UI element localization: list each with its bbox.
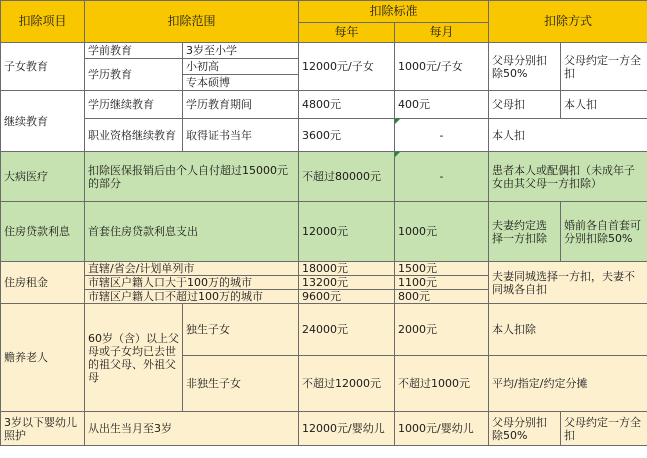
infant-method-a: 父母分别扣除50% [489,412,561,446]
infant-scope: 从出生当月至3岁 [85,412,299,446]
medical-month: - [395,152,489,202]
rent-r2-scope: 市辖区户籍人口大于100万的城市 [85,276,299,290]
rent-r3-scope: 市辖区户籍人口不超过100万的城市 [85,290,299,304]
infant-name: 3岁以下婴幼儿照护 [1,412,85,446]
header-per-month: 每月 [395,23,489,43]
mortgage-year: 12000元 [299,202,395,262]
mortgage-name: 住房贷款利息 [1,202,85,262]
header-item: 扣除项目 [1,1,85,43]
rent-r2-year: 13200元 [299,276,395,290]
header-standard: 扣除标准 [299,1,489,23]
rent-r1-month: 1500元 [395,262,489,276]
cont-edu-degree-year: 4800元 [299,91,395,119]
mortgage-scope: 首套住房贷款利息支出 [85,202,299,262]
medical-name: 大病医疗 [1,152,85,202]
cont-edu-vocational-period: 取得证书当年 [183,119,299,152]
medical-scope: 扣除医保报销后由个人自付超过15000元的部分 [85,152,299,202]
rent-r3-year: 9600元 [299,290,395,304]
rent-r3-month: 800元 [395,290,489,304]
rent-r1-scope: 直辖/省会/计划单列市 [85,262,299,276]
header-scope: 扣除范围 [85,1,299,43]
child-edu-academic-r1: 小初高 [183,59,299,75]
cont-edu-name: 继续教育 [1,91,85,152]
cont-edu-vocational-method: 本人扣 [489,119,647,152]
rent-r2-month: 1100元 [395,276,489,290]
child-edu-preschool: 学前教育 [85,43,183,59]
child-edu-month: 1000元/子女 [395,43,489,91]
cont-edu-degree-month: 400元 [395,91,489,119]
child-edu-academic-r2: 专本硕博 [183,75,299,91]
child-edu-method-a: 父母分别扣除50% [489,43,561,91]
elderly-only-year: 24000元 [299,304,395,356]
child-edu-name: 子女教育 [1,43,85,91]
cont-edu-degree-method-b: 本人扣 [561,91,647,119]
elderly-scope: 60岁（含）以上父母或子女均已去世的祖父母、外祖父母 [85,304,183,412]
elderly-non-month: 不超过1000元 [395,356,489,412]
infant-month: 1000元/婴幼儿 [395,412,489,446]
child-edu-method-b: 父母约定一方全扣 [561,43,647,91]
mortgage-method-a: 夫妻约定选择一方扣除 [489,202,561,262]
header-method: 扣除方式 [489,1,647,43]
cont-edu-degree-method-a: 父母扣 [489,91,561,119]
cont-edu-vocational-month: - [395,119,489,152]
elderly-only-child: 独生子女 [183,304,299,356]
infant-method-b: 父母约定一方全扣 [561,412,647,446]
cont-edu-degree-period: 学历教育期间 [183,91,299,119]
child-edu-academic: 学历教育 [85,59,183,91]
infant-year: 12000元/婴幼儿 [299,412,395,446]
elderly-only-month: 2000元 [395,304,489,356]
rent-r1-year: 18000元 [299,262,395,276]
elderly-only-method: 本人扣除 [489,304,647,356]
elderly-non-method: 平均/指定/约定分摊 [489,356,647,412]
cont-edu-vocational-year: 3600元 [299,119,395,152]
cont-edu-degree: 学历继续教育 [85,91,183,119]
header-per-year: 每年 [299,23,395,43]
medical-method: 患者本人或配偶扣（未成年子女由其父母一方扣除） [489,152,647,202]
elderly-non-year: 不超过12000元 [299,356,395,412]
medical-year: 不超过80000元 [299,152,395,202]
mortgage-month: 1000元 [395,202,489,262]
elderly-non-only: 非独生子女 [183,356,299,412]
rent-name: 住房租金 [1,262,85,304]
elderly-name: 赡养老人 [1,304,85,412]
child-edu-preschool-range: 3岁至小学 [183,43,299,59]
rent-method: 夫妻同城选择一方扣，夫妻不同城各自扣 [489,262,647,304]
cont-edu-vocational: 职业资格继续教育 [85,119,183,152]
child-edu-year: 12000元/子女 [299,43,395,91]
mortgage-method-b: 婚前各自首套可分别扣除50% [561,202,647,262]
